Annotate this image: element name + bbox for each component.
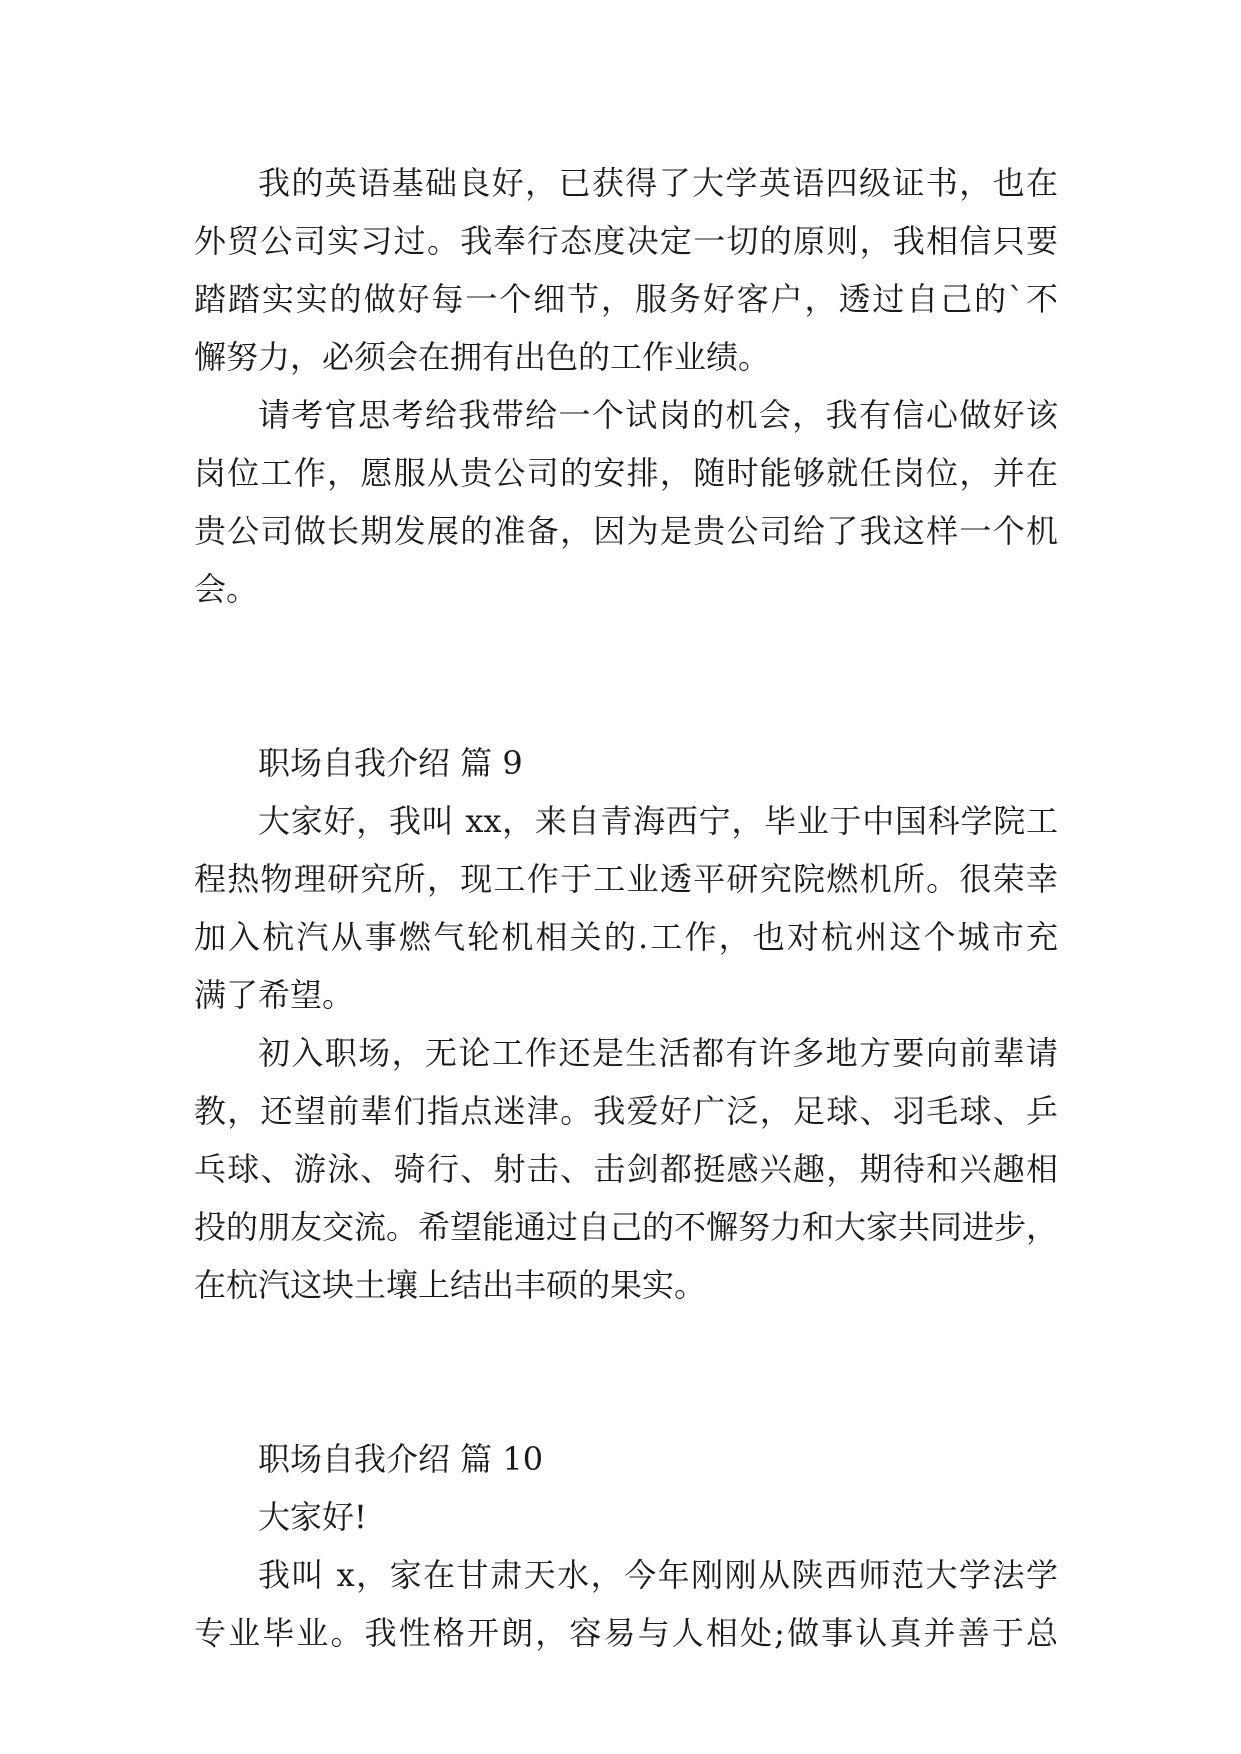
paragraph-line: 投的朋友交流。希望能通过自己的不懈努力和大家共同进步， bbox=[194, 1208, 1059, 1246]
paragraph-line: 懈努力，必须会在拥有出色的工作业绩。 bbox=[194, 338, 771, 376]
paragraph bbox=[194, 154, 1058, 386]
paragraph-line: 会。 bbox=[194, 570, 259, 608]
paragraph-line: 踏踏实实的做好每一个细节，服务好客户，透过自己的`不 bbox=[194, 280, 1058, 318]
paragraph bbox=[194, 1488, 1058, 1546]
paragraph bbox=[194, 386, 1058, 618]
paragraph-line: 我的英语基础良好，已获得了大学英语四级证书，也在 bbox=[258, 164, 1058, 202]
paragraph-line: 大家好! bbox=[258, 1498, 367, 1536]
paragraph-line: 岗位工作，愿服从贵公司的安排，随时能够就任岗位，并在 bbox=[194, 454, 1058, 492]
paragraph bbox=[194, 792, 1058, 1024]
section-spacer bbox=[194, 1314, 1058, 1430]
paragraph-line: 初入职场，无论工作还是生活都有许多地方要向前辈请 bbox=[258, 1034, 1058, 1072]
paragraph-line: 请考官思考给我带给一个试岗的机会，我有信心做好该 bbox=[258, 396, 1058, 434]
paragraph-line: 程热物理研究所，现工作于工业透平研究院燃机所。很荣幸 bbox=[194, 860, 1058, 898]
document-body bbox=[194, 154, 1058, 1662]
paragraph-line: 加入杭汽从事燃气轮机相关的.工作，也对杭州这个城市充 bbox=[194, 918, 1058, 956]
section-spacer bbox=[194, 618, 1058, 734]
paragraph-line: 贵公司做长期发展的准备，因为是贵公司给了我这样一个机 bbox=[194, 512, 1058, 550]
paragraph-line: 外贸公司实习过。我奉行态度决定一切的原则，我相信只要 bbox=[194, 222, 1058, 260]
paragraph-line: 大家好，我叫 xx，来自青海西宁，毕业于中国科学院工 bbox=[258, 802, 1058, 840]
section-heading: 职场自我介绍 篇 10 bbox=[258, 1440, 544, 1478]
paragraph-line: 满了希望。 bbox=[194, 976, 355, 1014]
paragraph-line: 教，还望前辈们指点迷津。我爱好广泛，足球、羽毛球、乒 bbox=[194, 1092, 1058, 1130]
paragraph-line: 我叫 x，家在甘肃天水，今年刚刚从陕西师范大学法学 bbox=[258, 1556, 1058, 1594]
paragraph-line: 在杭汽这块土壤上结出丰硕的果实。 bbox=[194, 1266, 707, 1304]
paragraph-line: 专业毕业。我性格开朗，容易与人相处;做事认真并善于总 bbox=[194, 1614, 1058, 1652]
paragraph bbox=[194, 1546, 1058, 1662]
paragraph bbox=[194, 1024, 1058, 1314]
section-heading: 职场自我介绍 篇 9 bbox=[258, 744, 523, 782]
paragraph-line: 乓球、游泳、骑行、射击、击剑都挺感兴趣，期待和兴趣相 bbox=[194, 1150, 1058, 1188]
